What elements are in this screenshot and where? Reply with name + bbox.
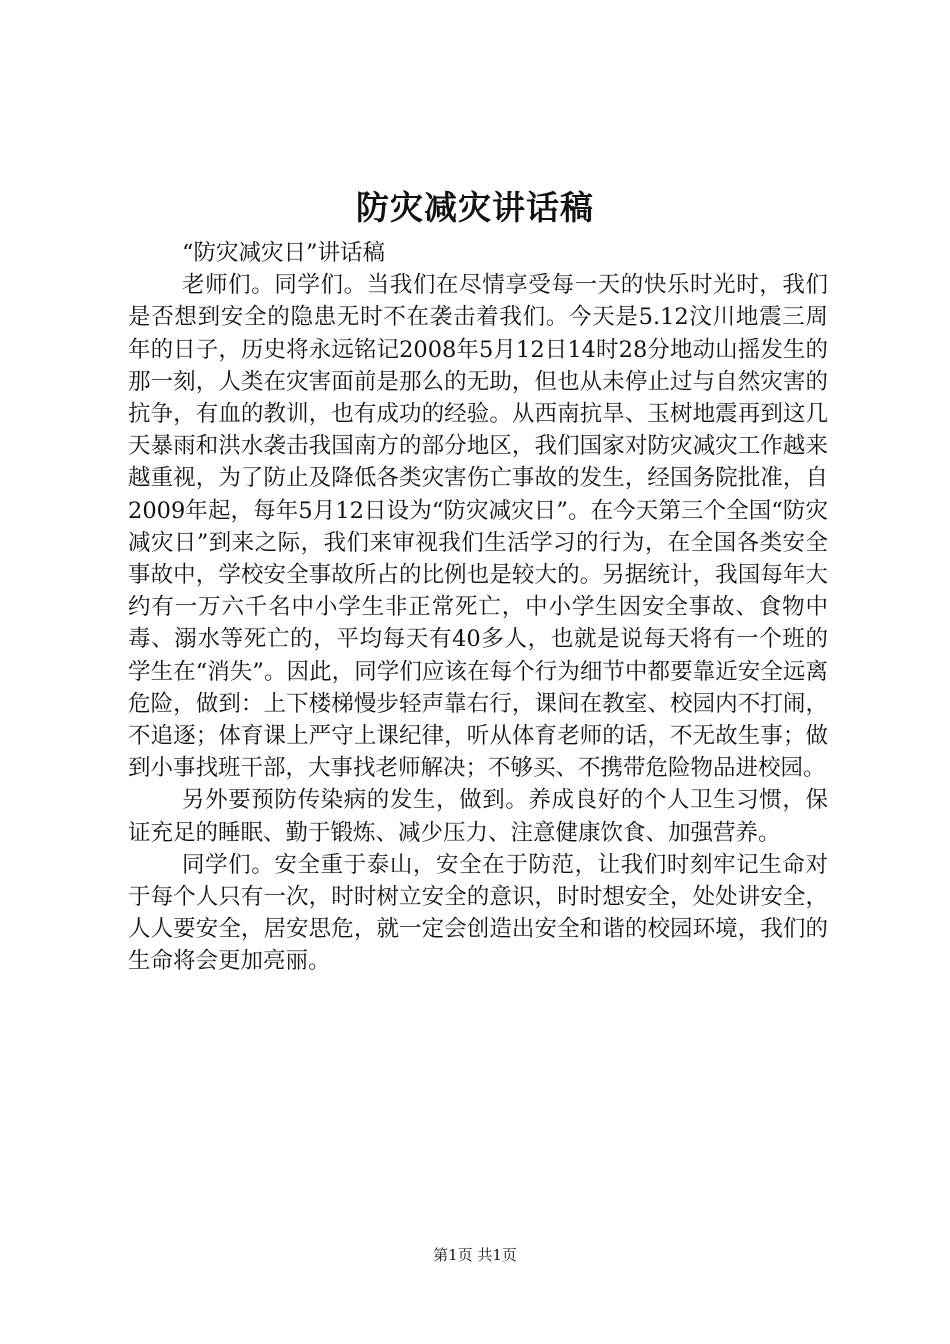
document-title: 防灾减灾讲话稿 (356, 188, 594, 227)
document-body (128, 237, 828, 978)
page-footer: 第1页 共1页 (433, 1246, 517, 1264)
body-paragraph-main: 老师们。同学们。当我们在尽情享受每一天的快乐时光时，我们是否想到安全的隐患无时不在袭击着我们。今天是5.12汶川地震三周年的日子，历史将永远铭记2008年5月12日14时28分地动山摇发生的那一刻，人类在灾害面前是那么的无助，但也从未停止过与自然灾害的抗争，有血的教训，也有成功的经验。从西南抗旱、玉树地震再到这几天暴雨和洪水袭击我国南方的部分地区，我们国家对防灾减灾工作越来越重视，为了防止及降低各类灾害伤亡事故的发生，经国务院批准，自2009年起，每年5月12日设为“防灾减灾日”。在今天第三个全国“防灾减灾日”到来之际，我们来审视我们生活学习的行为，在全国各类安全事故中，学校安全事故所占的比例也是较大的。另据统计，我国每年大约有一万六千名中小学生非正常死亡，中小学生因安全事故、食物中毒、溺水等死亡的，平均每天有40多人，也就是说每天将有一个班的学生在“消失”。因此，同学们应该在每个行为细节中都要靠近安全远离危险，做到：上下楼梯慢步轻声靠右行，课间在教室、校园内不打闹，不追逐；体育课上严守上课纪律，听从体育老师的话，不无故生事；做到小事找班干部，大事找老师解决；不够买、不携带危险物品进校园。 (128, 272, 828, 782)
body-paragraph-closing: 同学们。安全重于泰山，安全在于防范，让我们时刻牢记生命对于每个人只有一次，时时树立安全的意识，时时想安全，处处讲安全，人人要安全，居安思危，就一定会创造出安全和谐的校园环境，我们的生命将会更加亮丽。 (128, 851, 828, 975)
body-paragraph-hygiene: 另外要预防传染病的发生，做到。养成良好的个人卫生习惯，保证充足的睡眠、勤于锻炼、减少压力、注意健康饮食、加强营养。 (128, 787, 828, 846)
subtitle-paragraph: “防灾减灾日”讲话稿 (182, 240, 386, 266)
